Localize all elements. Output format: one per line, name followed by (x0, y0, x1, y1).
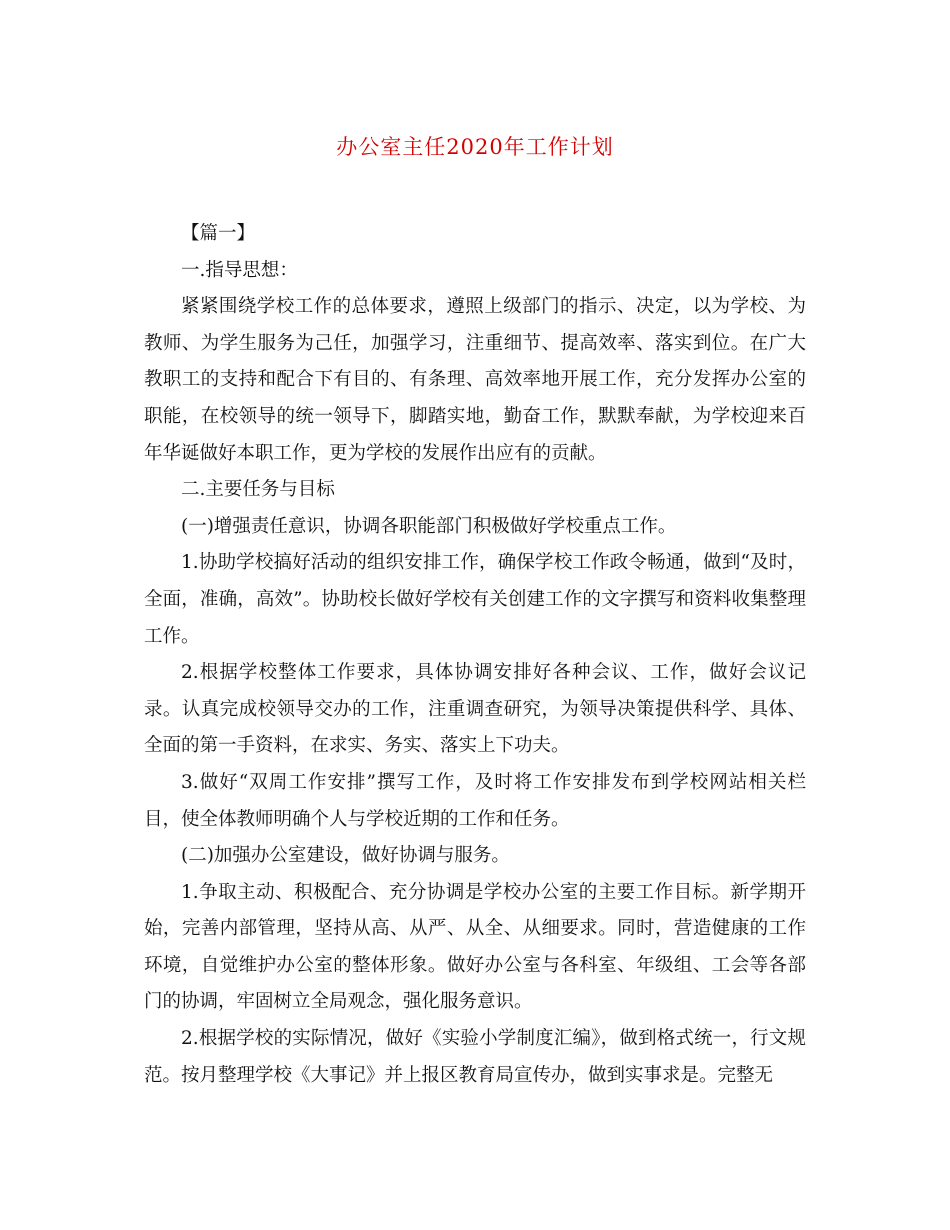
section-heading-main-tasks: 二.主要任务与目标 (181, 479, 335, 501)
subsection-heading-responsibility: (一)增强责任意识，协调各职能部门积极做好学校重点工作。 (181, 515, 677, 537)
section-heading-guiding-ideology: 一.指导思想： (181, 259, 298, 281)
section-heading-part-one: 【篇一】 (181, 223, 256, 244)
paragraph-office-item-1: 1.争取主动、积极配合、充分协调是学校办公室的主要工作目标。新学期开始，完善内部管理，坚持从高、从严、从全、从细要求。同时，营造健康的工作环境，自觉维护办公室的整体形象。做好办公室与各科室、年级组、工会等各部门的协调，牢固树立全局观念，强化服务意识。 (144, 881, 806, 1013)
document-title: 办公室主任2020年工作计划 (336, 135, 614, 159)
paragraph-office-item-2: 2.根据学校的实际情况，做好《实验小学制度汇编》，做到格式统一，行文规范。按月整理学校《大事记》并上报区教育局宣传办，做到实事求是。完整无 (144, 1028, 806, 1086)
paragraph-item-3: 3.做好“双周工作安排”撰写工作，及时将工作安排发布到学校网站相关栏目，使全体教师明确个人与学校近期的工作和任务。 (144, 771, 806, 830)
document-body (144, 216, 806, 1094)
paragraph-guiding-ideology: 紧紧围绕学校工作的总体要求，遵照上级部门的指示、决定，以为学校、为教师、为学生服务为己任，加强学习，注重细节、提高效率、落实到位。在广大教职工的支持和配合下有目的、有条理、高效率地开展工作，充分发挥办公室的职能，在校领导的统一领导下，脚踏实地，勤奋工作，默默奉献，为学校迎来百年华诞做好本职工作，更为学校的发展作出应有的贡献。 (144, 296, 806, 464)
subsection-heading-office-building: (二)加强办公室建设，做好协调与服务。 (181, 845, 510, 867)
paragraph-item-2: 2.根据学校整体工作要求，具体协调安排好各种会议、工作，做好会议记录。认真完成校领导交办的工作，注重调查研究，为领导决策提供科学、具体、全面的第一手资料，在求实、务实、落实上下功夫。 (144, 662, 806, 757)
paragraph-item-1: 1.协助学校搞好活动的组织安排工作，确保学校工作政令畅通，做到“及时，全面，准确，高效”。协助校长做好学校有关创建工作的文字撰写和资料收集整理工作。 (144, 552, 806, 647)
